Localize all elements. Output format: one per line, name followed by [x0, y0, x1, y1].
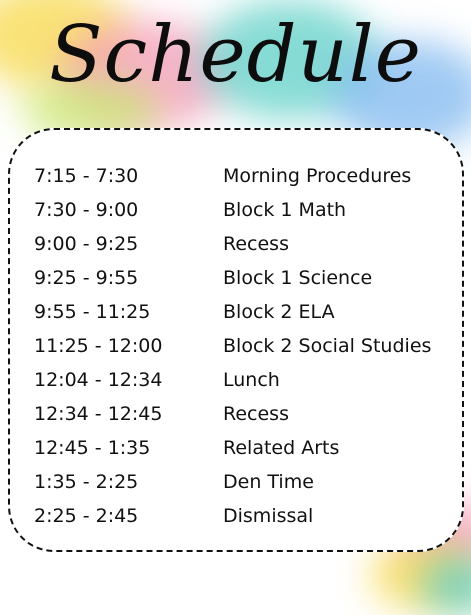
schedule-activity: Lunch [223, 369, 280, 391]
schedule-time: 2:25 - 2:45 [34, 505, 139, 527]
schedule-activity: Den Time [223, 471, 314, 493]
page-title: Schedule [49, 10, 422, 100]
schedule-row [10, 227, 462, 261]
schedule-activity: Block 2 ELA [223, 301, 335, 323]
schedule-activity: Dismissal [223, 505, 314, 527]
schedule-card [8, 128, 464, 552]
schedule-time: 12:04 - 12:34 [34, 369, 163, 391]
schedule-activity: Block 1 Science [223, 267, 373, 289]
schedule-list [10, 159, 462, 533]
schedule-time: 12:45 - 1:35 [34, 437, 151, 459]
schedule-time: 12:34 - 12:45 [34, 403, 163, 425]
schedule-row [10, 363, 462, 397]
schedule-row [10, 431, 462, 465]
schedule-activity: Block 1 Math [223, 199, 347, 221]
schedule-time: 7:30 - 9:00 [34, 199, 139, 221]
schedule-row [10, 261, 462, 295]
schedule-row [10, 499, 462, 533]
schedule-activity: Morning Procedures [223, 165, 412, 187]
schedule-activity: Block 2 Social Studies [223, 335, 432, 357]
schedule-row [10, 159, 462, 193]
schedule-row [10, 397, 462, 431]
schedule-row [10, 295, 462, 329]
schedule-row [10, 329, 462, 363]
schedule-activity: Related Arts [223, 437, 340, 459]
schedule-time: 11:25 - 12:00 [34, 335, 163, 357]
schedule-time: 7:15 - 7:30 [34, 165, 139, 187]
schedule-activity: Recess [223, 233, 289, 255]
schedule-activity: Recess [223, 403, 289, 425]
schedule-time: 9:00 - 9:25 [34, 233, 139, 255]
schedule-time: 9:55 - 11:25 [34, 301, 151, 323]
schedule-row [10, 465, 462, 499]
schedule-time: 9:25 - 9:55 [34, 267, 139, 289]
schedule-time: 1:35 - 2:25 [34, 471, 139, 493]
schedule-row [10, 193, 462, 227]
